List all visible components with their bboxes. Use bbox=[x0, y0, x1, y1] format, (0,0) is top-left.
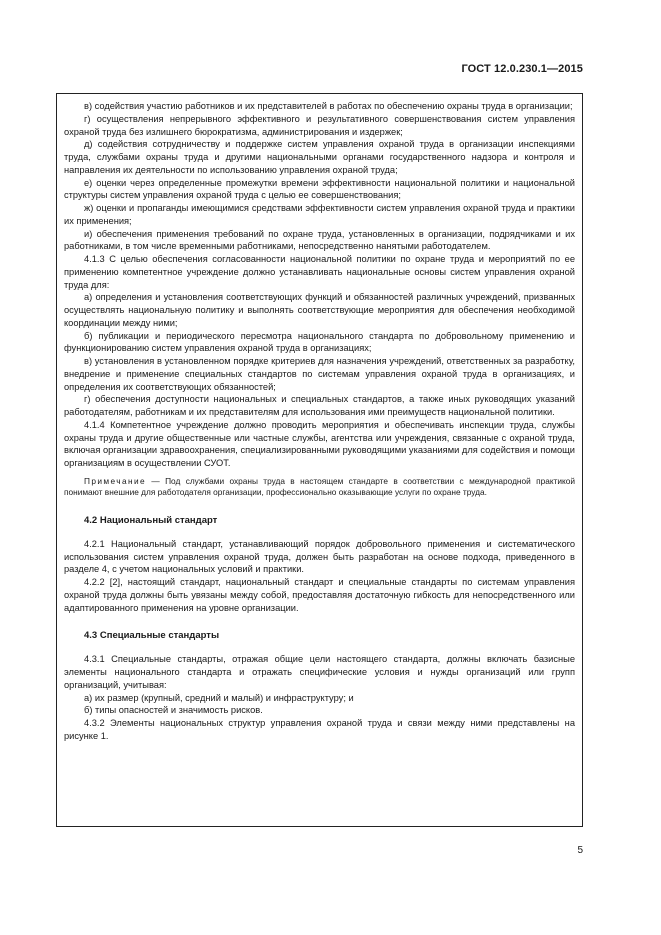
clause-4-2-2: 4.2.2 [2], настоящий стандарт, национальный стандарт и специальные стандарты по системам управления охраной труда должны быть увязаны между собой, предоставляя достаточную гибкость для непосредственного или адаптированного применения на уровне организации. bbox=[64, 577, 575, 613]
list-item-a: а) определения и установления соответствующих функций и обязанностей различных учреждений, призванных осуществлять национальную политику и выполнять соответствующие мероприятия для обеспечения необходимой координации между ними; bbox=[64, 292, 575, 328]
list-item-g2: г) обеспечения доступности национальных и специальных стандартов, а также иных руководящих указаний работодателям, работникам и их представителям для использования ими преимуществ национальной политики. bbox=[64, 394, 575, 417]
clause-4-1-4: 4.1.4 Компетентное учреждение должно проводить мероприятия и обеспечивать инспекции труда, службы охраны труда и другие общественные или частные службы, агентства или учреждения, связанные с охраной труда, включая организации здравоохранения, специализированными руководящими указаниями для содействия и помощи организациям в осуществлении СУОТ. bbox=[64, 419, 575, 468]
list-item-b2: б) типы опасностей и значимость рисков. bbox=[84, 705, 263, 716]
clause-4-3-1: 4.3.1 Специальные стандарты, отражая общие цели настоящего стандарта, должны включать базисные элементы национального стандарта и отражать специфические условия и нужды организаций или групп организаций, учитывая: bbox=[64, 654, 575, 690]
note bbox=[64, 476, 575, 499]
list-item-b: б) публикации и периодического пересмотра национального стандарта по добровольному применению и функционированию систем управления охраной труда в организациях; bbox=[64, 330, 575, 354]
document-header: ГОСТ 12.0.230.1—2015 bbox=[461, 63, 583, 75]
list-item-i: и) обеспечения применения требований по охране труда, установленных в организации, подрядчиками и их работниками, в том числе временными работниками, непосредственно нанятыми работодателем. bbox=[64, 228, 575, 252]
list-item-e: е) оценки через определенные промежутки времени эффективности национальной политики и национальной структуры систем управления охраной труда с целью ее совершенствования; bbox=[64, 177, 575, 201]
section-heading-4-2: 4.2 Национальный стандарт bbox=[84, 514, 218, 526]
note-text: — Под службами охраны труда в настоящем стандарте в соответствии с международной практикой понимают внешние для работодателя организации, профессионально оказывающие услуги по охране труда. bbox=[64, 475, 575, 498]
list-item-v2: в) установления в установленном порядке критериев для назначения учреждений, ответственных за разработку, внедрение и применение специальных стандартов по системам управления охраной труда в организациях, и определения их соответствующих обязанностей; bbox=[64, 356, 575, 392]
note-label: Примечание bbox=[84, 475, 147, 486]
clause-4-2-1: 4.2.1 Национальный стандарт, устанавливающий порядок добровольного применения и систематического использования систем управления охраной труда, должен быть разработан на основе подхода, приведенного в разделе 4, с учетом национальных условий и практики. bbox=[64, 538, 575, 575]
list-item-v: в) содействия участию работников и их представителей в работах по обеспечению охраны труда в организации; bbox=[84, 101, 573, 111]
section-heading-4-3: 4.3 Специальные стандарты bbox=[84, 630, 220, 642]
list-item-g: г) осуществления непрерывного эффективного и результативного совершенствования систем управления охраной труда без излишнего бюрократизма, администрирования и издержек; bbox=[64, 113, 575, 137]
text-frame bbox=[56, 93, 583, 827]
list-item-d: д) содействия сотрудничеству и поддержке систем управления охраной труда в организации инспекциями труда, службами охраны труда и другими национальными органами государственного надзора и контроля и направления их деятельности по использованию управления охраной труда; bbox=[64, 139, 575, 175]
page-number: 5 bbox=[577, 845, 583, 856]
clause-4-1-3: 4.1.3 С целью обеспечения согласованности национальной политики по охране труда и мероприятий по ее применению компетентное учреждение должно устанавливать национальные основы систем управления охраной труда для: bbox=[64, 254, 575, 290]
clause-4-3-2: 4.3.2 Элементы национальных структур управления охраной труда и связи между ними представлены на рисунке 1. bbox=[64, 718, 575, 741]
list-item-a2: а) их размер (крупный, средний и малый) и инфраструктуру; и bbox=[84, 692, 354, 703]
list-item-zh: ж) оценки и пропаганды имеющимися средствами эффективности систем управления охраной труда и практики их применения; bbox=[64, 203, 575, 226]
